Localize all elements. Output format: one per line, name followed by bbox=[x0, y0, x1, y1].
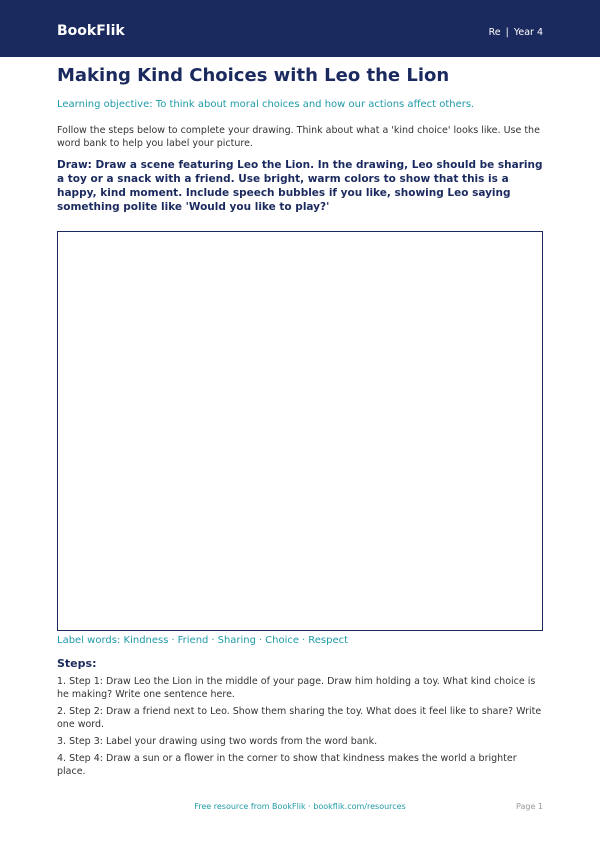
step-item: 1. Step 1: Draw Leo the Lion in the middle of your page. Draw him holding a toy. What kind choice is he making? Write one sentence here. bbox=[57, 676, 536, 700]
word-bank-word: Choice bbox=[265, 635, 300, 646]
learning-objective: Learning objective: To think about moral choices and how our actions affect others. bbox=[57, 99, 475, 110]
intro-text: Follow the steps below to complete your drawing. Think about what a 'kind choice' looks like. Use the word bank to help you label your picture. bbox=[57, 125, 540, 149]
word-separator: · bbox=[258, 635, 263, 646]
word-bank-word: Friend bbox=[177, 635, 209, 646]
step-item: 2. Step 2: Draw a friend next to Leo. Show them sharing the toy. What does it feel like to share? Write one word. bbox=[57, 706, 542, 730]
year-label: Year 4 bbox=[513, 27, 543, 38]
subject-separator: | bbox=[505, 27, 509, 38]
word-bank bbox=[57, 635, 348, 646]
word-bank-word: Sharing bbox=[217, 635, 256, 646]
steps-heading: Steps: bbox=[57, 657, 97, 670]
word-separator: · bbox=[302, 635, 306, 646]
brand-logo: BookFlik bbox=[57, 23, 125, 39]
word-bank-label: Label words: bbox=[57, 635, 121, 646]
word-bank-word: Respect bbox=[308, 635, 349, 646]
word-separator: · bbox=[211, 635, 215, 646]
subject-year bbox=[489, 27, 543, 38]
draw-instruction: Draw: Draw a scene featuring Leo the Lion. In the drawing, Leo should be sharing a toy or a snack with a friend. Use bright, warm colors to show that this is a happy, kind moment. Include speech bubbles if you like, showing Leo saying something polite like 'Would you like to play?' bbox=[57, 159, 543, 213]
page-title: Making Kind Choices with Leo the Lion bbox=[57, 65, 450, 86]
step-item: 4. Step 4: Draw a sun or a flower in the corner to show that kindness makes the world a brighter place. bbox=[57, 753, 517, 777]
footer-text: Free resource from BookFlik · bookflik.com/resources bbox=[194, 802, 406, 811]
word-separator: · bbox=[171, 635, 175, 646]
subject-label: Re bbox=[488, 27, 501, 38]
header-bar bbox=[0, 0, 600, 57]
drawing-area[interactable] bbox=[57, 231, 543, 631]
page-number: Page 1 bbox=[516, 802, 543, 811]
step-item: 3. Step 3: Label your drawing using two words from the word bank. bbox=[57, 736, 378, 747]
steps-list bbox=[57, 675, 547, 782]
word-bank-word: Kindness bbox=[123, 635, 169, 646]
